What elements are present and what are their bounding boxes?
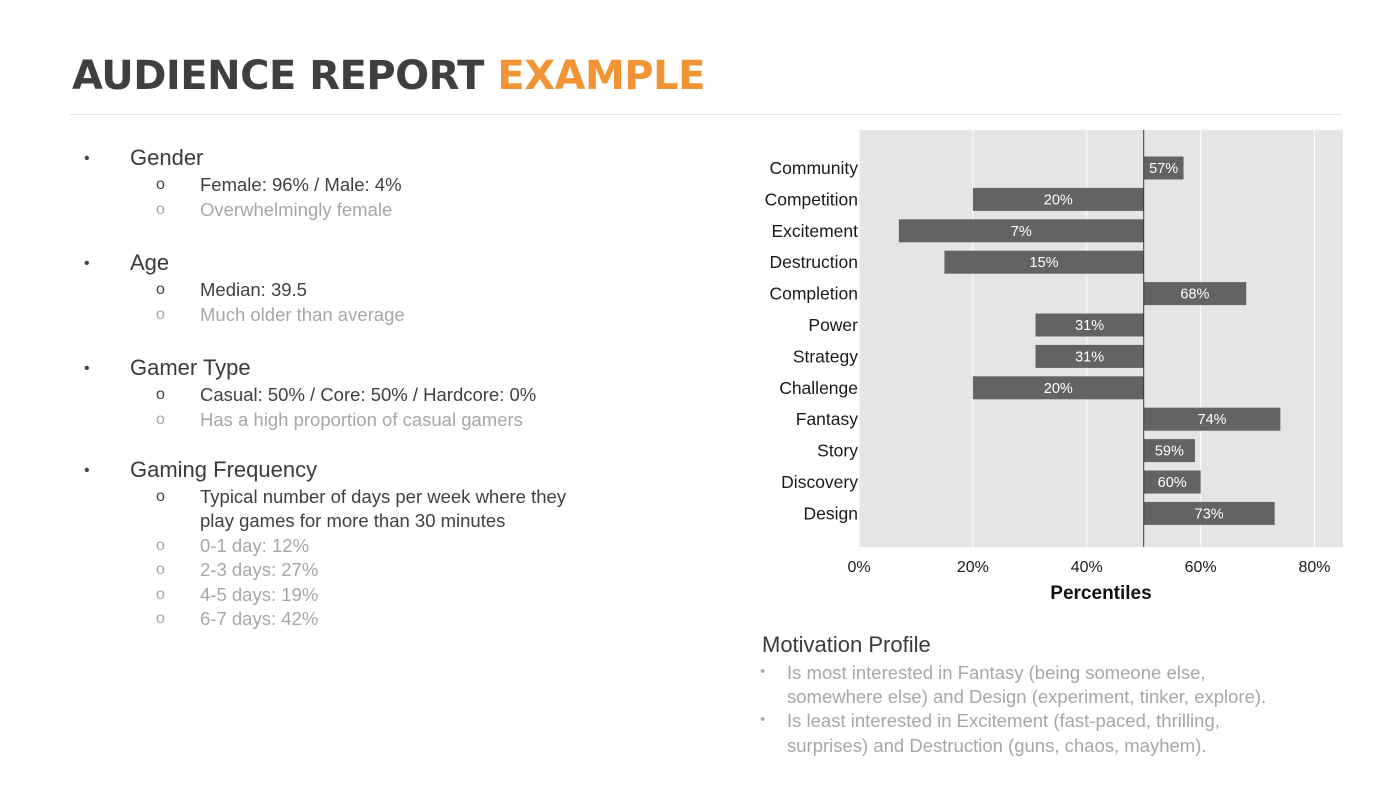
gamer-type-value: Casual: 50% / Core: 50% / Hardcore: 0% [200, 384, 537, 405]
bullet-marker: • [84, 360, 90, 377]
sub-bullet-marker: o [156, 386, 165, 403]
x-tick-label: 0% [847, 559, 871, 576]
data-label: 20% [1043, 380, 1073, 397]
data-label: 31% [1075, 318, 1105, 334]
title-main: AUDIENCE REPORT [72, 53, 484, 99]
motivation-least-interested-continued: surprises) and Destruction (guns, chaos, mayhem). [787, 735, 1207, 756]
category-label: Destruction [769, 252, 858, 273]
data-label: 15% [1029, 255, 1059, 272]
category-label: Challenge [779, 377, 858, 398]
motivation-least-interested: Is least interested in Excitement (fast-paced, thrilling, [787, 710, 1220, 731]
sub-bullet-marker: o [156, 586, 165, 603]
section-heading-gamer-type: Gamer Type [130, 355, 251, 380]
motivation-percentile-chart [740, 126, 1360, 606]
category-label: Story [817, 440, 858, 461]
bullet-marker: • [84, 462, 90, 479]
data-label: 60% [1157, 475, 1187, 491]
data-label: 74% [1197, 412, 1227, 429]
section-heading-gaming-frequency: Gaming Frequency [130, 457, 318, 482]
x-tick-label: 40% [1070, 559, 1103, 576]
frequency-4-5-days: 4-5 days: 19% [200, 584, 319, 605]
data-label: 20% [1043, 192, 1073, 209]
x-axis-title: Percentiles [1050, 583, 1152, 604]
category-label: Strategy [792, 346, 858, 367]
category-label: Design [803, 503, 858, 524]
category-label: Fantasy [795, 409, 858, 430]
x-tick-label: 80% [1298, 559, 1331, 576]
category-label: Discovery [781, 472, 858, 492]
data-label: 7% [1010, 223, 1032, 240]
title-accent: EXAMPLE [497, 53, 705, 99]
frequency-6-7-days: 6-7 days: 42% [200, 608, 319, 629]
category-label: Community [769, 158, 858, 178]
sub-bullet-marker: o [156, 610, 165, 627]
motivation-most-interested: Is most interested in Fantasy (being someone else, [787, 662, 1206, 683]
section-heading-age: Age [130, 250, 170, 275]
data-label: 73% [1194, 506, 1224, 523]
data-label: 31% [1075, 349, 1105, 366]
category-label: Completion [769, 283, 858, 304]
gender-value: Female: 96% / Male: 4% [200, 174, 402, 195]
data-label: 59% [1154, 443, 1184, 460]
data-label: 68% [1180, 286, 1210, 303]
sub-bullet-marker: o [156, 411, 165, 428]
category-label: Excitement [771, 220, 858, 241]
sub-bullet-marker: o [156, 561, 165, 578]
age-value: Median: 39.5 [200, 279, 307, 300]
bullet-marker: • [84, 150, 90, 167]
section-heading-gender: Gender [130, 145, 204, 170]
frequency-description-continued: play games for more than 30 minutes [200, 510, 506, 531]
sub-bullet-marker: o [156, 306, 165, 323]
category-label: Power [808, 315, 858, 335]
category-label: Competition [764, 189, 858, 210]
frequency-description: Typical number of days per week where they [200, 486, 567, 507]
age-note: Much older than average [200, 304, 405, 325]
sub-bullet-marker: o [156, 176, 165, 193]
frequency-2-3-days: 2-3 days: 27% [200, 559, 319, 580]
sub-bullet-marker: o [156, 488, 165, 505]
sub-bullet-marker: o [156, 281, 165, 298]
gamer-type-note: Has a high proportion of casual gamers [200, 409, 523, 430]
frequency-0-1-days: 0-1 day: 12% [200, 535, 310, 556]
motivation-bullet-marker: • [760, 663, 766, 680]
motivation-profile-title: Motivation Profile [762, 632, 931, 657]
x-tick-label: 60% [1184, 559, 1217, 576]
motivation-bullet-marker: • [760, 711, 766, 728]
x-tick-label: 20% [956, 559, 989, 576]
data-label: 57% [1149, 161, 1179, 177]
bullet-marker: • [84, 255, 90, 272]
gender-note: Overwhelmingly female [200, 199, 393, 220]
sub-bullet-marker: o [156, 201, 165, 218]
motivation-most-interested-continued: somewhere else) and Design (experiment, tinker, explore). [787, 686, 1267, 707]
sub-bullet-marker: o [156, 537, 165, 554]
